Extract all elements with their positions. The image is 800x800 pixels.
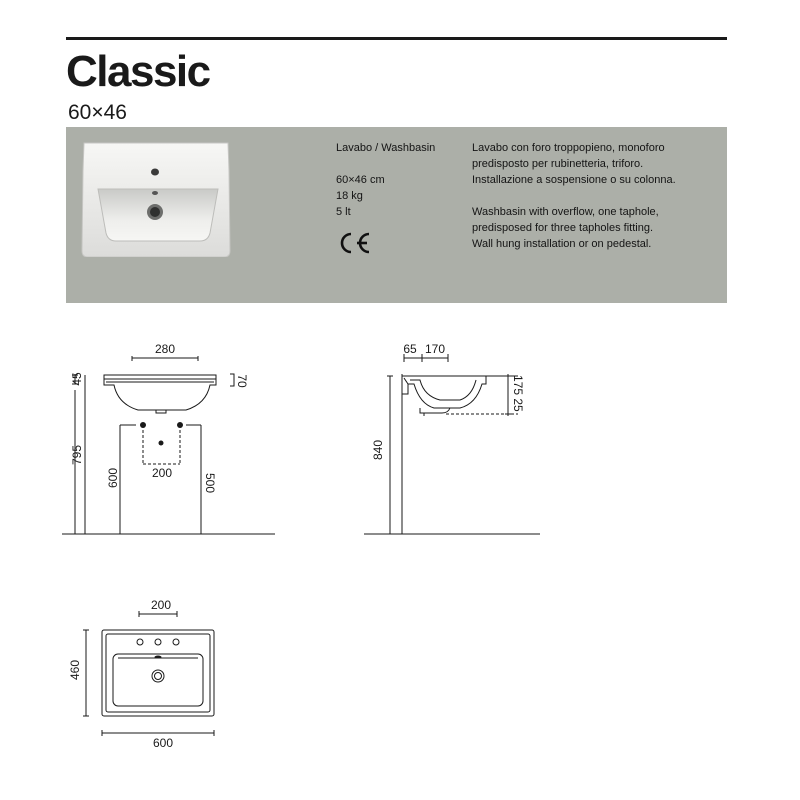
dim-pipe-height: 600 xyxy=(106,467,120,489)
dim-rim-height: 45 xyxy=(70,372,84,386)
spec-weight: 18 kg xyxy=(336,190,363,202)
spec-column xyxy=(336,140,435,220)
dim-side-b: 170 xyxy=(424,342,446,356)
description-it-line: Lavabo con foro troppopieno, monoforo xyxy=(472,142,665,154)
description-en-line: Wall hung installation or on pedestal. xyxy=(472,238,652,250)
dim-side-a: 65 xyxy=(403,342,417,356)
washbasin-photo xyxy=(80,141,232,257)
ce-mark xyxy=(336,231,372,260)
dim-taphole-spacing: 200 xyxy=(150,598,172,612)
spec-capacity: 5 lt xyxy=(336,206,351,218)
dim-side-c: 25 xyxy=(511,398,525,412)
dim-plan-depth: 460 xyxy=(68,659,82,681)
ce-mark-icon xyxy=(336,231,372,255)
front-elevation-drawing xyxy=(0,330,300,550)
description-column xyxy=(472,140,722,252)
description-en-line: Washbasin with overflow, one taphole, xyxy=(472,206,659,218)
dim-height-total: 795 xyxy=(70,444,84,466)
side-elevation-drawing xyxy=(360,330,550,550)
dim-pipe-spacing: 200 xyxy=(151,466,173,480)
dim-side-d: 175 xyxy=(511,374,525,396)
description-it-line: predisposto per rubinetteria, triforo. xyxy=(472,158,644,170)
product-info-panel xyxy=(66,127,727,303)
product-title: Classic xyxy=(66,47,210,96)
description-it-line: Installazione a sospensione o su colonna. xyxy=(472,174,676,186)
product-size: 60×46 xyxy=(68,101,127,124)
dim-rim-right: 70 xyxy=(235,374,249,388)
dim-pedestal-height: 500 xyxy=(203,472,217,494)
dim-side-height: 840 xyxy=(371,439,385,461)
spec-size: 60×46 cm xyxy=(336,174,385,186)
product-type: Lavabo / Washbasin xyxy=(336,142,436,154)
top-rule xyxy=(66,37,727,40)
plan-view-drawing xyxy=(55,590,235,760)
description-en-line: predisposed for three tapholes fitting. xyxy=(472,222,654,234)
dim-width-top: 280 xyxy=(154,342,176,356)
dim-plan-width: 600 xyxy=(152,736,174,750)
